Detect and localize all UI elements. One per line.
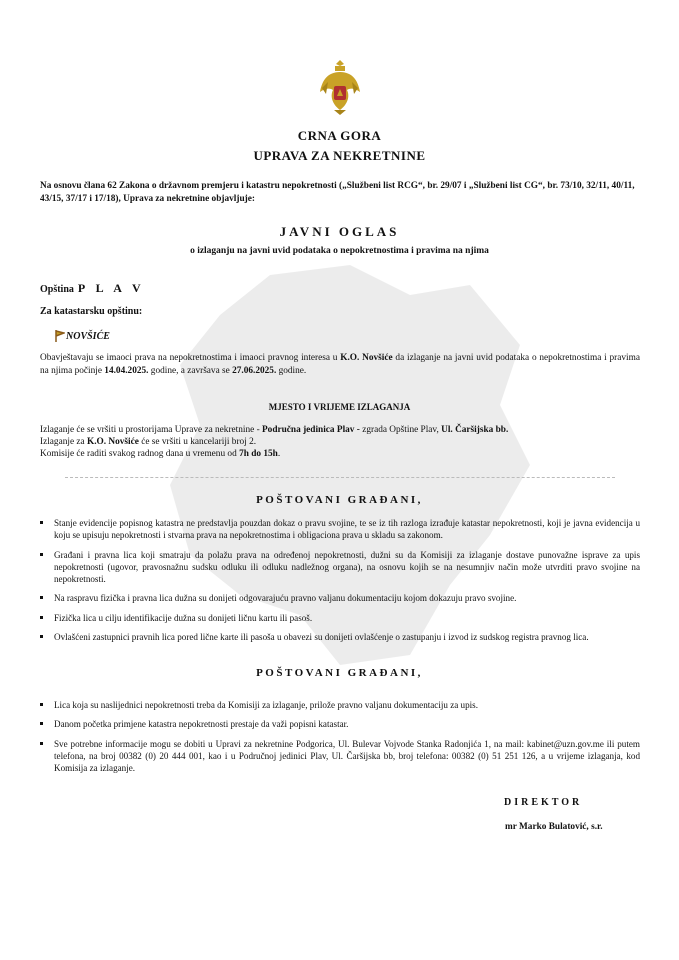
list-item bbox=[40, 718, 640, 730]
list-item bbox=[40, 631, 640, 643]
section-heading-1: POŠTOVANI GRAĐANI, bbox=[256, 494, 423, 506]
coat-of-arms-icon bbox=[318, 58, 362, 116]
bullet-icon bbox=[40, 616, 43, 619]
notice-start-date: 14.04.2025. bbox=[104, 366, 149, 376]
notice-text-3: godine, a završava se bbox=[148, 366, 233, 376]
hours-line bbox=[40, 448, 640, 460]
signatory-name: mr Marko Bulatović, s.r. bbox=[505, 822, 603, 832]
hours-value: 7h do 15h bbox=[239, 449, 278, 459]
divider bbox=[65, 477, 615, 478]
location-street: Ul. Čaršijska bb. bbox=[441, 425, 509, 435]
list-item-text: Na raspravu fizička i pravna lica dužna su donijeti odgovarajuću pravno valjanu dokumentaciju kojom dokazuju pravo svojine. bbox=[54, 593, 517, 604]
bullet-icon bbox=[40, 635, 43, 638]
location-text-2: zgrada Opštine Plav, bbox=[359, 425, 442, 435]
signatory-role: DIREKTOR bbox=[504, 797, 583, 808]
notice-text-4: godine. bbox=[276, 366, 307, 376]
notice-text-2: da izlaganje na javni uvid podataka o nepokretnostima i pravima na njima počinje bbox=[40, 353, 640, 376]
office-text-1: Izlaganje za bbox=[40, 437, 87, 447]
list-item bbox=[40, 592, 640, 604]
list-item bbox=[40, 738, 640, 775]
list-item bbox=[40, 612, 640, 624]
place-time-details bbox=[40, 424, 640, 460]
location-unit: Područna jedinica Plav - bbox=[262, 425, 360, 435]
notice-text-1: Obavještavaju se imaoci prava na nepokretnostima i imaoci pravnog interesa u bbox=[40, 353, 341, 363]
place-time-heading: MJESTO I VRIJEME IZLAGANJA bbox=[268, 402, 411, 412]
list-item-text: Danom početka primjene katastra nepokretnosti prestaje da važi popisni katastar. bbox=[54, 719, 349, 730]
agency-heading: UPRAVA ZA NEKRETNINE bbox=[253, 148, 426, 163]
cadastral-municipality-name: NOVŠIĆE bbox=[66, 331, 110, 342]
office-text-2: će se vršiti u kancelariji broj 2. bbox=[138, 437, 257, 447]
office-line bbox=[40, 436, 640, 448]
cadastral-municipality-label: Za katastarsku opštinu: bbox=[40, 306, 143, 317]
list-item-text: Građani i pravna lica koji smatraju da polažu prava na određenoj nepokretnosti, dužni su da Komisiji za izlaganje dostave punovažne isprave za upis nepokretnosti (ugovor, pravosnažnu sudsku odluku ili odluku nadležnog organa), na osnovu kojih se na nesumnjiv način može utvrditi pravo svojine na nepokretnosti. bbox=[54, 549, 640, 585]
bullet-icon bbox=[40, 742, 43, 745]
bullet-icon bbox=[40, 596, 43, 599]
section-heading-2: POŠTOVANI GRAĐANI, bbox=[256, 667, 423, 679]
notice-subtitle: o izlaganju na javni uvid podataka o nepokretnostima i pravima na njima bbox=[190, 246, 489, 256]
list-item-text: Fizička lica u cilju identifikacije dužna su donijeti ličnu kartu ili pasoš. bbox=[54, 612, 313, 623]
municipality-label: Opština bbox=[40, 284, 74, 295]
list-item bbox=[40, 549, 640, 586]
pointer-flag-icon bbox=[55, 330, 65, 342]
country-heading: CRNA GORA bbox=[297, 128, 382, 143]
list-item-text: Sve potrebne informacije mogu se dobiti u Upravi za nekretnine Podgorica, Ul. Bulevar Vojvode Stanka Radonjića 1, na mail: kabinet@uzn.gov.me ili putem telefona, na broj 00382 (0) 20 444 001, kao i u Područnoj jedinici Plav, Ul. Čaršijska bb, broj telefona: 00382 (0) 51 251 126, a u vrijeme izlaganja, kod Komisija za izlaganje. bbox=[54, 738, 640, 774]
list-item-text: Ovlašćeni zastupnici pravnih lica pored lične karte ili pasoša u obavezi su donijeti ovlašćenje o zastupanju i izvod iz sudskog registra pravnog lica. bbox=[54, 632, 589, 643]
notice-end-date: 27.06.2025. bbox=[232, 366, 277, 376]
notice-paragraph bbox=[40, 352, 640, 378]
list-item bbox=[40, 517, 640, 542]
list-item bbox=[40, 699, 640, 711]
section-2-list bbox=[40, 699, 640, 781]
hours-text-2: . bbox=[277, 449, 281, 459]
hours-text-1: Komisije će raditi svakog radnog dana u vremenu od bbox=[40, 449, 240, 459]
bullet-icon bbox=[40, 553, 43, 556]
notice-ko: K.O. Novšiće bbox=[340, 353, 393, 363]
municipality-name: P L A V bbox=[77, 281, 145, 295]
notice-title: JAVNI OGLAS bbox=[279, 224, 400, 239]
bullet-icon bbox=[40, 521, 43, 524]
municipality-line bbox=[40, 281, 145, 296]
bullet-icon bbox=[40, 722, 43, 725]
office-ko: K.O. Novšiće bbox=[86, 437, 139, 447]
section-1-list bbox=[40, 517, 640, 650]
list-item-text: Lica koja su naslijednici nepokretnosti treba da Komisiji za izlaganje, prilože pravno valjanu dokumentaciju za upis. bbox=[54, 700, 478, 710]
bullet-icon bbox=[40, 703, 43, 706]
legal-basis-paragraph: Na osnovu člana 62 Zakona o državnom premjeru i katastru nepokretnosti („Službeni list RCG“, br. 29/07 i „Službeni list CG“, br. 73/10, 32/11, 40/11, 43/15, 37/17 i 17/18), Uprava za nekretnine objavljuje: bbox=[40, 181, 635, 204]
location-line bbox=[40, 424, 640, 436]
list-item-text: Stanje evidencije popisnog katastra ne predstavlja pouzdan dokaz o pravu svojine, te se iz tih razloga izrađuje katastar nepokretnosti, koji je javna evidencija u koju se upisuju nepokretnosti i stvarna prava na nepokretnostima i obligaciona prava u skladu sa zakonom. bbox=[54, 518, 640, 541]
location-text-1: Izlaganje će se vršiti u prostorijama Uprave za nekretnine - bbox=[40, 425, 262, 435]
